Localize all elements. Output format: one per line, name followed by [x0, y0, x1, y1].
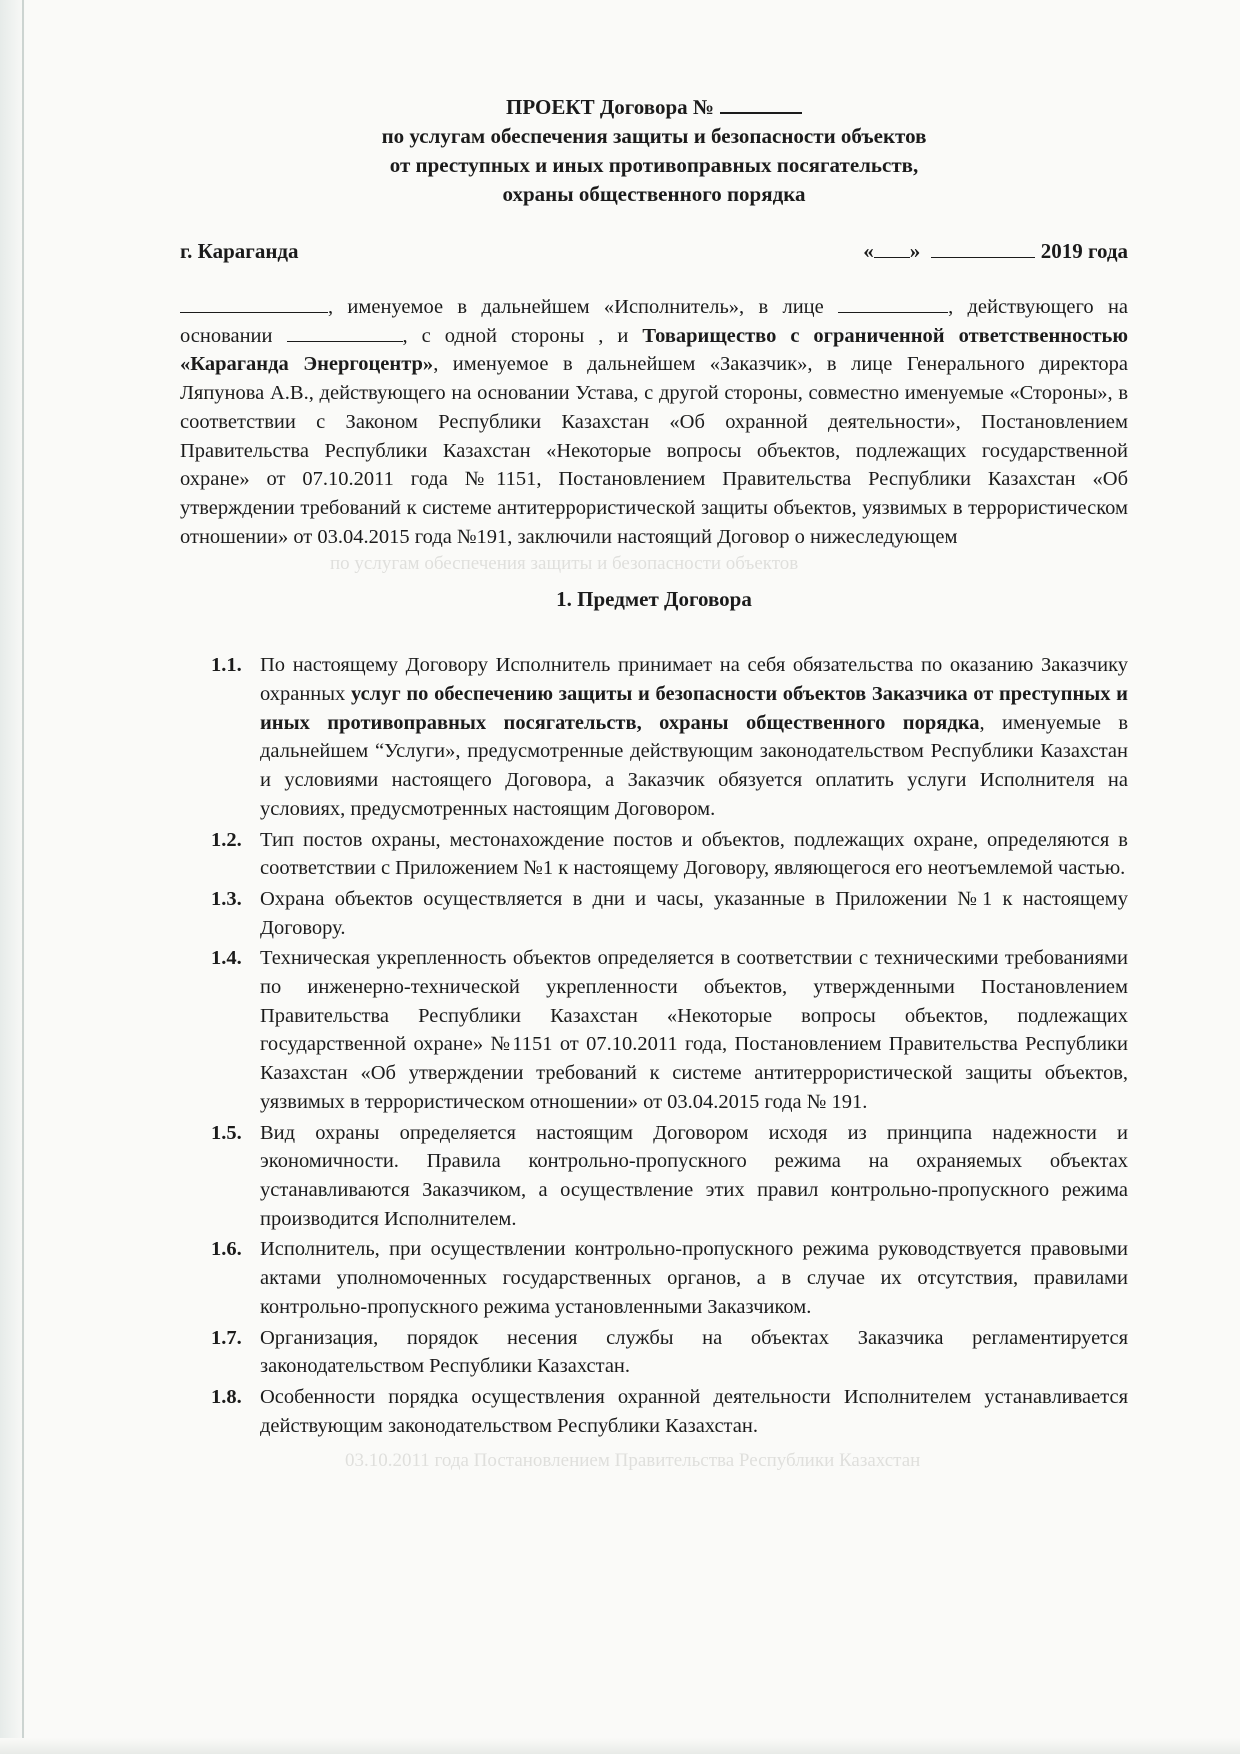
- clause-text-emphasis: услуг по обеспечению защиты и безопасности объектов Заказчика от преступных и иных противоправных посягательств, охраны общественного порядка: [260, 683, 1128, 734]
- date-open-quote: «: [863, 239, 874, 263]
- document-content: [180, 92, 1128, 1442]
- date-close-quote: »: [909, 239, 921, 263]
- place-date-row: [180, 237, 1128, 265]
- clause-text-part: Вид охраны определяется настоящим Договором исходя из принципа надежности и экономичности. Правила контрольно-пропускного режима на охраняемых объектах устанавливаются Заказчиком, а осуществление этих правил контрольно-пропускного режима производится Исполнителем.: [260, 1121, 1128, 1230]
- clause-text: [260, 1235, 1128, 1321]
- header-subtitle-3: охраны общественного порядка: [502, 182, 806, 206]
- clause-text: [260, 944, 1128, 1116]
- clause-number: 1.3.: [211, 887, 242, 910]
- scan-edge-line: [22, 0, 24, 1754]
- clause-number: 1.2.: [211, 828, 242, 851]
- clause-text-part: Техническая укрепленность объектов определяется в соответствии с техническими требованиями по инженерно-технической укрепленности объектов, утвержденными Постановлением Правительства Республики Казахстан «Некоторые вопросы объектов, подлежащих государственной охране» №1151 от 07.10.2011 года, Постановлением Правительства Республики Казахстан «Об утверждении требований к системе антитеррористической защиты объектов, уязвимых в террористическом отношении» от 03.04.2015 года № 191.: [260, 947, 1128, 1113]
- date: [863, 237, 1128, 265]
- clause-text-part: По настоящему Договору Исполнитель принимает на себя обязательства по оказанию Заказчику охранных: [260, 654, 1128, 706]
- header-subtitle-1: по услугам обеспечения защиты и безопасности объектов: [381, 124, 927, 148]
- clause-text: [260, 826, 1128, 883]
- intro-paragraph: [180, 293, 1128, 551]
- clause-text-part: Тип постов охраны, местонахождение постов и объектов, подлежащих охране, определяются в соответствии с Приложением №1 к настоящему Договору, являющегося его неотъемлемой частью.: [260, 828, 1128, 880]
- clause-number: 1.8.: [211, 1385, 242, 1408]
- scan-bottom-edge: [0, 1738, 1240, 1754]
- day-blank: [874, 239, 910, 258]
- clause-text-part: Организация, порядок несения службы на объектах Заказчика регламентируется законодательством Республики Казахстан.: [260, 1326, 1128, 1378]
- clause-number: 1.4.: [211, 947, 242, 970]
- contract-number-blank: [720, 92, 802, 114]
- clause-text: [260, 651, 1128, 823]
- clause-item: [180, 1383, 1128, 1440]
- executor-name-blank: [180, 294, 328, 313]
- month-blank: [931, 239, 1035, 258]
- executor-rep-blank: [838, 294, 948, 313]
- clause-item: [180, 885, 1128, 942]
- clause-text: [260, 885, 1128, 942]
- intro-part-2: , действующего на основании: [180, 296, 1129, 347]
- section-title: 1. Предмет Договора: [556, 587, 752, 612]
- header-subtitle-2: от преступных и иных противоправных посягательств,: [389, 153, 919, 177]
- clause-text: [260, 1383, 1128, 1440]
- clause-list: [180, 651, 1128, 1440]
- document-header: [180, 92, 1128, 209]
- clause-text-part: Особенности порядка осуществления охранной деятельности Исполнителем устанавливается действующим законодательством Республики Казахстан.: [260, 1385, 1128, 1437]
- intro-part-3: , с одной стороны , и: [402, 324, 629, 347]
- clause-item: [180, 1235, 1128, 1321]
- executor-basis-blank: [287, 323, 403, 342]
- clause-text-part: , именуемые в дальнейшем “Услуги», предусмотренные действующим законодательством Республики Казахстан и условиями настоящего Договора, а Заказчик обязуется оплатить услуги Исполнителя на условиях, предусмотренных настоящим Договором.: [260, 711, 1128, 820]
- clause-item: [180, 1324, 1128, 1381]
- intro-part-4: , именуемое в дальнейшем «Заказчик», в лице Генерального директора Ляпунова А.В., действующего на основании Устава, с другой стороны, совместно именуемые «Стороны», в соответствии с Законом Республики Казахстан «Об охранной деятельности», Постановлением Правительства Республики Казахстан «Некоторые вопросы объектов, подлежащих государственной охране» от 07.10.2011 года №1151, Постановлением Правительства Республики Казахстан «Об утверждении требований к системе антитеррористической защиты объектов, уязвимых в террористическом отношении» от 03.04.2015 года №191, заключили настоящий Договор о нижеследующем: [180, 353, 1128, 548]
- clause-text: [260, 1324, 1128, 1381]
- intro-part-1: , именуемое в дальнейшем «Исполнитель», в лице: [328, 296, 824, 318]
- clause-text-part: Исполнитель, при осуществлении контрольно-пропускного режима руководствуется правовыми актами уполномоченных государственных органов, а в случае их отсутствия, правилами контрольно-пропускного режима установленными Заказчиком.: [260, 1238, 1128, 1318]
- clause-number: 1.6.: [211, 1238, 242, 1261]
- customer-company: Товарищество с ограниченной ответственностью «Караганда Энергоцентр»: [180, 324, 1129, 376]
- clause-number: 1.7.: [211, 1326, 242, 1349]
- clause-number: 1.1.: [211, 654, 242, 677]
- show-through-text: 03.10.2011 года Постановлением Правительства Республики Казахстан: [345, 1450, 921, 1471]
- clause-text: [260, 1119, 1128, 1234]
- show-through-text: по услугам обеспечения защиты и безопасности объектов: [330, 553, 799, 574]
- clause-item: [180, 944, 1128, 1116]
- header-title-line: [180, 92, 1128, 122]
- date-year: 2019 года: [1040, 239, 1128, 263]
- clause-item: [180, 651, 1128, 823]
- clause-number: 1.5.: [211, 1121, 242, 1144]
- header-title: ПРОЕКТ Договора №: [505, 95, 715, 119]
- clause-item: [180, 826, 1128, 883]
- clause-item: [180, 1119, 1128, 1234]
- clause-text-part: Охрана объектов осуществляется в дни и часы, указанные в Приложении №1 к настоящему Договору.: [260, 887, 1128, 939]
- place: г. Караганда: [180, 239, 299, 263]
